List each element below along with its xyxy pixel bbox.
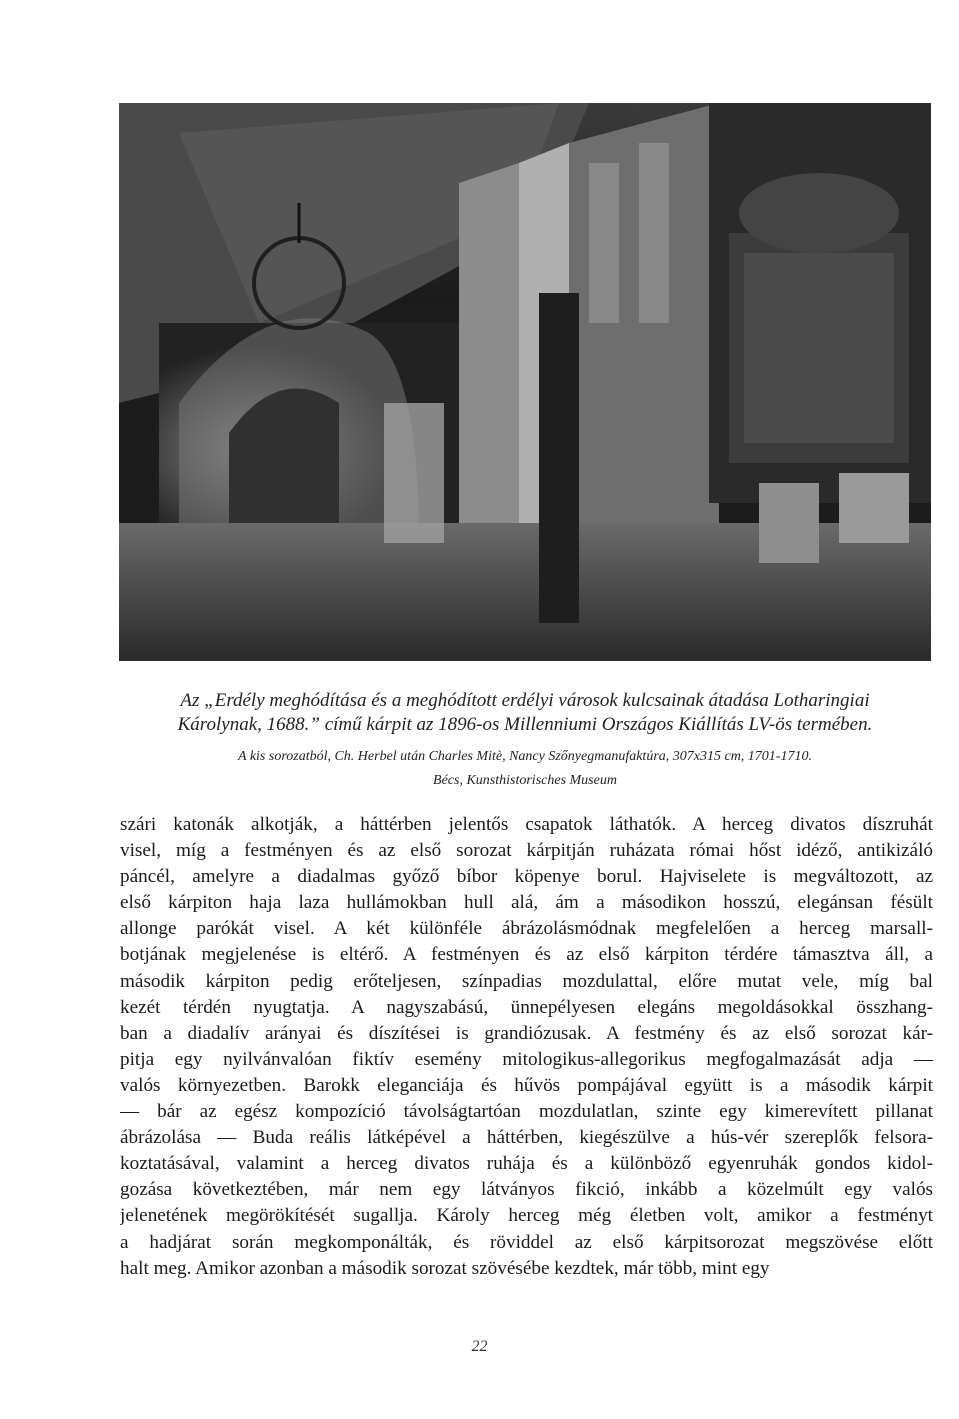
body-line: gozása következtében, már nem egy látványos fikció, inkább a közelmúlt egy valós [120, 1179, 933, 1201]
body-line: — bár az egész kompozíció távolságtartóan mozdulatlan, szinte egy kimerevített pillanat [120, 1101, 933, 1123]
body-paragraph [120, 812, 933, 1282]
body-line: szári katonák alkotják, a háttérben jelentős csapatok láthatók. A herceg divatos díszruhát [120, 814, 933, 835]
body-line: a hadjárat során megkomponálták, és röviddel az első kárpitsorozat megszövése előtt [120, 1231, 933, 1253]
caption-credit-line: A kis sorozatból, Ch. Herbel után Charles Mitè, Nancy Szőnyegmanufaktúra, 307x315 cm, 1701-1710. [238, 749, 812, 764]
caption-location-line: Bécs, Kunsthistorisches Museum [433, 773, 617, 788]
body-line: visel, míg a festményen és az első sorozat kárpitján ruházata római hőst idéző, antikizáló [120, 840, 933, 862]
body-line: második kárpiton pedig erőteljesen, színpadias mozdulattal, előre mutat vele, míg bal [120, 970, 933, 992]
body-line: ábrázolása — Buda reális látképével a háttérben, kiegészülve a hús-vér szereplők felsora- [120, 1127, 933, 1149]
body-line: kezét térdén nyugtatja. A nagyszabású, ünnepélyesen elegáns megoldásokkal összhang- [120, 996, 933, 1018]
body-line: botjának megjelenése is eltérő. A festményen és az első kárpiton térdére támasztva áll, a [120, 944, 933, 966]
caption-line-1: Az „Erdély meghódítása és a meghódított erdélyi városok kulcsainak átadása Lotharingiai [180, 690, 870, 711]
body-line: valós környezetben. Barokk eleganciája és hűvös pompájával együtt is a második kárpit [120, 1074, 933, 1096]
body-line: allonge parókát visel. A két különféle ábrázolásmódnak megfelelően a herceg marsall- [120, 918, 933, 940]
body-line: első kárpiton haja laza hullámokban hull alá, ám a másodikon hosszú, elegánsan fésült [120, 892, 933, 914]
body-line: halt meg. Amikor azonban a második sorozat szövésébe kezdtek, már több, mint egy [120, 1257, 770, 1279]
caption-line-2: Károlynak, 1688.” című kárpit az 1896-os Millenniumi Országos Kiállítás LV-ös termében. [177, 714, 873, 735]
body-line: jelenetének megörökítését sugallja. Károly herceg még életben volt, amikor a festményt [120, 1205, 933, 1227]
body-line: páncél, amelyre a diadalmas győző bíbor köpenye borul. Hajviselete is megváltozott, az [120, 866, 933, 888]
body-line: pitja egy nyilvánvalóan fiktív esemény mitologikus-allegorikus megfogalmazását adja — [120, 1048, 933, 1070]
body-line: ban a diadalív arányai és díszítései is grandiózusak. A festmény és az első sorozat kár- [120, 1022, 933, 1044]
page-number: 22 [471, 1338, 488, 1355]
body-line: koztatásával, valamint a herceg divatos ruhája és a különböző egyenruhák gondos kidol- [120, 1153, 933, 1175]
photo-illustration [119, 103, 931, 661]
exhibition-hall-photo [119, 103, 931, 661]
